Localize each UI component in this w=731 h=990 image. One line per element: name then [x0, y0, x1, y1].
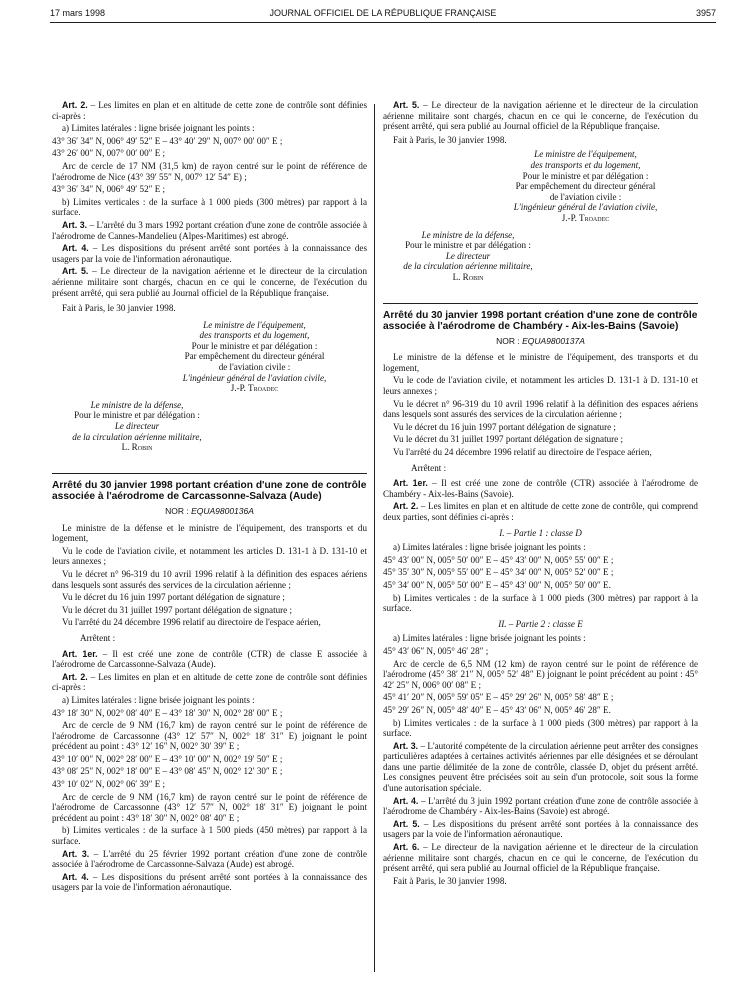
paragraph: Vu le décret n° 96-319 du 10 avril 1996 relatif à la définition des espaces aériens dans lesquels sont assurés des services de la circulation aérienne ;	[52, 568, 367, 590]
signatory-name: L. Robin	[121, 442, 153, 453]
article-text: – L'autorité compétente de la circulation aérienne peut arrêter des consignes particulières adaptées à certaines activités aériennes par elle désignées et se déroulant dans une partie délimitée de la zone de contrôle, classée D, objet du présent arrêté. Les consignes peuvent être précisées soit au sein d'un protocole, soit sous la forme d'une autorisation spéciale.	[383, 740, 699, 794]
paragraph: Vu le code de l'aviation civile, et notamment les articles D. 131-1 à D. 131-10 et leurs annexes ;	[52, 545, 367, 567]
paragraph: Vu le décret du 31 juillet 1997 portant délégation de signature ;	[393, 434, 624, 445]
paragraph: a) Limites latérales : ligne brisée joignant les points :	[393, 542, 586, 553]
nor-reference	[52, 506, 367, 517]
coordinate-line: 43° 08′ 25″ N, 002° 18′ 00″ E – 43° 08′ 45″ N, 002° 12′ 30″ E ;	[52, 766, 283, 777]
signing-date: Fait à Paris, le 30 janvier 1998.	[393, 875, 507, 886]
article-text: – L'arrêté du 3 mars 1992 portant création d'une zone de contrôle associée à l'aérodrome de Cannes-Mandelieu (Alpes-Maritimes) est abrogé.	[52, 219, 368, 241]
paragraph: Vu le décret du 31 juillet 1997 portant délégation de signature ;	[62, 604, 293, 615]
paragraph: Vu le code de l'aviation civile, et notamment les articles D. 131-1 à D. 131-10 et leurs annexes ;	[383, 375, 698, 397]
arretent-line: Arrêtent :	[80, 632, 116, 643]
signature-line: L'ingénieur général de l'aviation civile,	[513, 202, 658, 213]
paragraph: Le ministre de la défense et le ministre de l'équipement, des transports et du logement,	[383, 352, 698, 373]
article-text: – Les dispositions du présent arrêté sont portées à la connaissance des usagers par la voie de l'information aéronautique.	[52, 243, 368, 264]
coordinate-line: 43° 26′ 00″ N, 007° 00′ 00″ E ;	[52, 148, 166, 159]
article-number: Art. 2.	[393, 501, 419, 512]
coordinate-line: 45° 34′ 00″ N, 005° 50′ 00″ E – 45° 43′ 00″ N, 005° 50′ 00″ E.	[383, 579, 611, 590]
signature-line: Par empêchement du directeur général	[515, 181, 656, 192]
paragraph: b) Limites verticales : de la surface à 1 000 pieds (300 mètres) par rapport à la surface.	[383, 592, 698, 614]
signatory-name: J.-P. Troadec	[561, 212, 610, 223]
signature-block	[142, 320, 367, 394]
signature-line: Le ministre de la défense,	[90, 399, 184, 410]
article-text: – Les dispositions du présent arrêté sont portées à la connaissance des usagers par la voie de l'information aéronautique.	[52, 871, 368, 893]
article-text: – Les limites en plan et en altitude de cette zone de contrôle, qui comprend deux parties, sont définies ci-après :	[383, 501, 698, 522]
signature-line: de la circulation aérienne militaire,	[403, 261, 533, 272]
article-text: – L'arrêté du 25 février 1992 portant création d'une zone de contrôle associée à l'aérodrome de Carcassonne-Salvaza (Aude) est abrogé.	[52, 848, 367, 870]
signature-block	[383, 230, 553, 283]
signature-line: L'ingénieur général de l'aviation civile,	[182, 372, 327, 383]
article-number: Art. 2.	[62, 100, 88, 110]
article-number: Art. 3.	[62, 848, 90, 859]
article-paragraph	[52, 872, 367, 893]
signing-date: Fait à Paris, le 30 janvier 1998.	[62, 303, 176, 314]
right-column	[383, 100, 698, 888]
nor-label: NOR :	[496, 335, 523, 346]
signature-line: Le ministre de l'équipement,	[203, 319, 306, 330]
coordinate-line: 43° 36′ 34″ N, 006° 49′ 52″ E – 43° 40′ 29″ N, 007° 00′ 00″ E ;	[52, 135, 283, 146]
article-paragraph	[383, 501, 698, 522]
header-date: 17 mars 1998	[50, 8, 106, 18]
article-text: – Les limites en plan et en altitude de cette zone de contrôle sont définies ci-après :	[52, 100, 367, 121]
paragraph: Vu l'arrêté du 24 décembre 1996 relatif au directoire de l'espace aérien,	[393, 447, 652, 458]
signature-line: Pour le ministre et par délégation :	[405, 240, 531, 251]
paragraph: a) Limites latérales : ligne brisée joignant les points :	[393, 633, 586, 644]
header-page-number: 3957	[695, 8, 716, 18]
signature-line: de l'aviation civile :	[218, 362, 291, 373]
coordinate-line: 45° 43′ 06″ N, 005° 46′ 28″ ;	[383, 645, 489, 656]
signature-line: Par empêchement du directeur général	[184, 351, 325, 362]
nor-reference	[383, 336, 698, 347]
part-heading: I. – Partie 1 : classe D	[499, 527, 582, 538]
section-separator	[383, 303, 698, 304]
article-paragraph	[52, 100, 367, 121]
signature-line: Le directeur	[114, 421, 160, 432]
signature-line: de la circulation aérienne militaire,	[72, 431, 202, 442]
paragraph: Arc de cercle de 9 NM (16,7 km) de rayon centré sur le point de référence de l'aérodrome de Carcassonne (43° 12′ 57″ N, 002° 18′ 31″ E) joignant le point précédent au point : 43° 12′ 16″ N, 002° 30′ 39″ E ;	[52, 720, 367, 752]
article-paragraph	[383, 796, 698, 817]
column-divider	[374, 104, 375, 972]
signatory-name: J.-P. Troadec	[230, 383, 279, 394]
signature-line: des transports et du logement,	[199, 330, 310, 341]
coordinate-line: 43° 10′ 00″ N, 002° 28′ 00″ E – 43° 10′ 00″ N, 002° 19′ 50″ E ;	[52, 753, 283, 764]
coordinate-line: 45° 35′ 30″ N, 005° 55′ 00″ E – 45° 34′ 00″ N, 005° 52′ 00″ E ;	[383, 567, 614, 578]
article-text: – L'arrêté du 3 juin 1992 portant création d'une zone de contrôle associée à l'aérodrome de Chambéry - Aix-les-Bains (Savoie) est abrogé.	[383, 795, 699, 817]
paragraph: Le ministre de la défense et le ministre de l'équipement, des transports et du logement,	[52, 522, 367, 544]
article-text: – Il est créé une zone de contrôle (CTR) de classe E associée à l'aérodrome de Carcassonne-Salvaza (Aude).	[52, 648, 367, 670]
article-number: Art. 2.	[62, 671, 88, 682]
signature-block	[473, 149, 698, 223]
section-separator	[52, 473, 367, 474]
part-heading: II. – Partie 2 : classe E	[498, 618, 583, 629]
paragraph: a) Limites latérales : ligne brisée joignant les points :	[62, 123, 255, 134]
article-text: – Le directeur de la navigation aérienne et le directeur de la circulation aérienne militaire sont chargés, chacun en ce qui le concerne, de l'exécution du présent arrêté, qui sera publié au Journal officiel de la République française.	[52, 266, 367, 298]
decree-title: Arrêté du 30 janvier 1998 portant création d'une zone de contrôle associée à l'aérodrome de Carcassonne-Salvaza (Aude)	[52, 479, 367, 503]
article-number: Art. 4.	[393, 795, 419, 806]
article-number: Art. 1er.	[393, 478, 428, 489]
article-paragraph	[52, 672, 367, 693]
signature-line: Le ministre de l'équipement,	[534, 149, 637, 160]
paragraph: b) Limites verticales : de la surface à 1 500 pieds (450 mètres) par rapport à la surface.	[52, 825, 367, 847]
article-number: Art. 5.	[62, 266, 89, 277]
article-text: – Il est créé une zone de contrôle (CTR) associée à l'aérodrome de Chambéry - Aix-les-Bains (Savoie).	[383, 478, 698, 499]
coordinate-line: 45° 43′ 00″ N, 005° 50′ 00″ E – 45° 43′ 00″ N, 005° 55′ 00″ E ;	[383, 554, 614, 565]
article-paragraph	[383, 100, 698, 132]
article-number: Art. 5.	[393, 818, 420, 829]
paragraph: Arc de cercle de 17 NM (31,5 km) de rayon centré sur le point de référence de l'aérodrome de Nice (43° 39′ 55″ N, 007° 12′ 54″ E) ;	[52, 160, 367, 182]
nor-code: EQUA9800137A	[522, 335, 585, 346]
decree-title: Arrêté du 30 janvier 1998 portant création d'une zone de contrôle associée à l'aérodrome de Chambéry - Aix-les-Bains (Savoie)	[383, 309, 698, 333]
signature-line: Pour le ministre et par délégation :	[74, 410, 200, 421]
signature-line: de l'aviation civile :	[549, 191, 622, 202]
page-header	[50, 8, 716, 22]
signing-date: Fait à Paris, le 30 janvier 1998.	[393, 134, 507, 145]
coordinate-line: 45° 29′ 26″ N, 005° 48′ 40″ E – 45° 43′ 06″ N, 005° 46′ 28″ E.	[383, 704, 611, 715]
signatory-name: L. Robin	[452, 271, 484, 282]
paragraph: Vu le décret n° 96-319 du 10 avril 1996 relatif à la définition des espaces aériens dans lesquels sont assurés des services de la circulation aérienne ;	[383, 398, 698, 420]
arretent-line: Arrêtent :	[411, 462, 447, 473]
paragraph: b) Limites verticales : de la surface à 1 000 pieds (300 mètres) par rapport à la surface.	[52, 196, 367, 218]
article-number: Art. 3.	[393, 740, 419, 751]
article-paragraph	[383, 842, 698, 874]
nor-code: EQUA9800136A	[191, 506, 254, 516]
article-number: Art. 5.	[393, 100, 420, 110]
signature-line: Le directeur	[445, 250, 491, 261]
article-paragraph	[52, 243, 367, 264]
article-text: – Le directeur de la navigation aérienne et le directeur de la circulation aérienne militaire sont chargés, chacun en ce qui le concerne, de l'exécution du présent arrêté, qui sera publié au Journal officiel de la République française.	[383, 842, 698, 874]
paragraph: Vu le décret du 16 juin 1997 portant délégation de signature ;	[62, 592, 285, 603]
paragraph: b) Limites verticales : de la surface à 1 000 pieds (300 mètres) par rapport à la surface.	[383, 717, 698, 739]
coordinate-line: 43° 36′ 34″ N, 006° 49′ 52″ E ;	[52, 184, 166, 195]
signature-line: Pour le ministre et par délégation :	[522, 170, 649, 181]
article-paragraph	[52, 849, 367, 870]
paragraph: Vu le décret du 16 juin 1997 portant délégation de signature ;	[393, 421, 616, 432]
article-text: – Les limites en plan et en altitude de cette zone de contrôle sont définies ci-après :	[52, 671, 367, 693]
paragraph: Vu l'arrêté du 24 décembre 1996 relatif au directoire de l'espace aérien,	[62, 617, 321, 628]
paragraph: Arc de cercle de 6,5 NM (12 km) de rayon centré sur le point de référence de l'aérodrome (45° 38′ 21″ N, 005° 52′ 48″ E) joignant le point précédent au point : 45° 42′ 25″ N, 006° 00′ 08″ E ;	[383, 658, 698, 690]
header-rule	[50, 22, 716, 23]
article-paragraph	[383, 819, 698, 840]
left-column	[52, 100, 367, 895]
article-text: – Le directeur de la navigation aérienne et le directeur de la circulation aérienne militaire sont chargés, chacun en ce qui le concerne, de l'exécution du présent arrêté, qui sera publié au Journal officiel de la République française.	[383, 100, 698, 132]
nor-label: NOR :	[165, 506, 192, 516]
article-paragraph	[52, 220, 367, 241]
article-paragraph	[383, 741, 698, 794]
article-number: Art. 4.	[62, 243, 89, 254]
header-journal-title: JOURNAL OFFICIEL DE LA RÉPUBLIQUE FRANÇAISE	[269, 8, 497, 18]
article-text: – Les dispositions du présent arrêté sont portées à la connaissance des usagers par la voie de l'information aéronautique.	[383, 818, 699, 840]
signature-line: Le ministre de la défense,	[421, 229, 515, 240]
article-paragraph	[383, 478, 698, 499]
coordinate-line: 43° 18′ 30″ N, 002° 08′ 40″ E – 43° 18′ 30″ N, 002° 28′ 00″ E ;	[52, 707, 283, 718]
signature-line: des transports et du logement,	[530, 159, 641, 170]
article-number: Art. 3.	[62, 219, 88, 230]
paragraph: a) Limites latérales : ligne brisée joignant les points :	[62, 694, 255, 705]
signature-block	[52, 400, 222, 453]
article-paragraph	[52, 266, 367, 298]
paragraph: Arc de cercle de 9 NM (16,7 km) de rayon centré sur le point de référence de l'aérodrome de Carcassonne (43° 12′ 57″ N, 002° 18′ 31″ E) joignant le point précédent au point : 43° 18′ 30″ N, 002° 08′ 40″ E ;	[52, 791, 367, 823]
coordinate-line: 45° 41′ 20″ N, 005° 59′ 05″ E – 45° 29′ 26″ N, 005° 58′ 48″ E ;	[383, 692, 614, 703]
article-number: Art. 4.	[62, 871, 89, 882]
article-number: Art. 6.	[393, 842, 420, 853]
article-paragraph	[52, 649, 367, 670]
coordinate-line: 43° 10′ 02″ N, 002° 06′ 39″ E ;	[52, 779, 166, 790]
signature-line: Pour le ministre et par délégation :	[191, 340, 318, 351]
article-number: Art. 1er.	[62, 648, 98, 659]
